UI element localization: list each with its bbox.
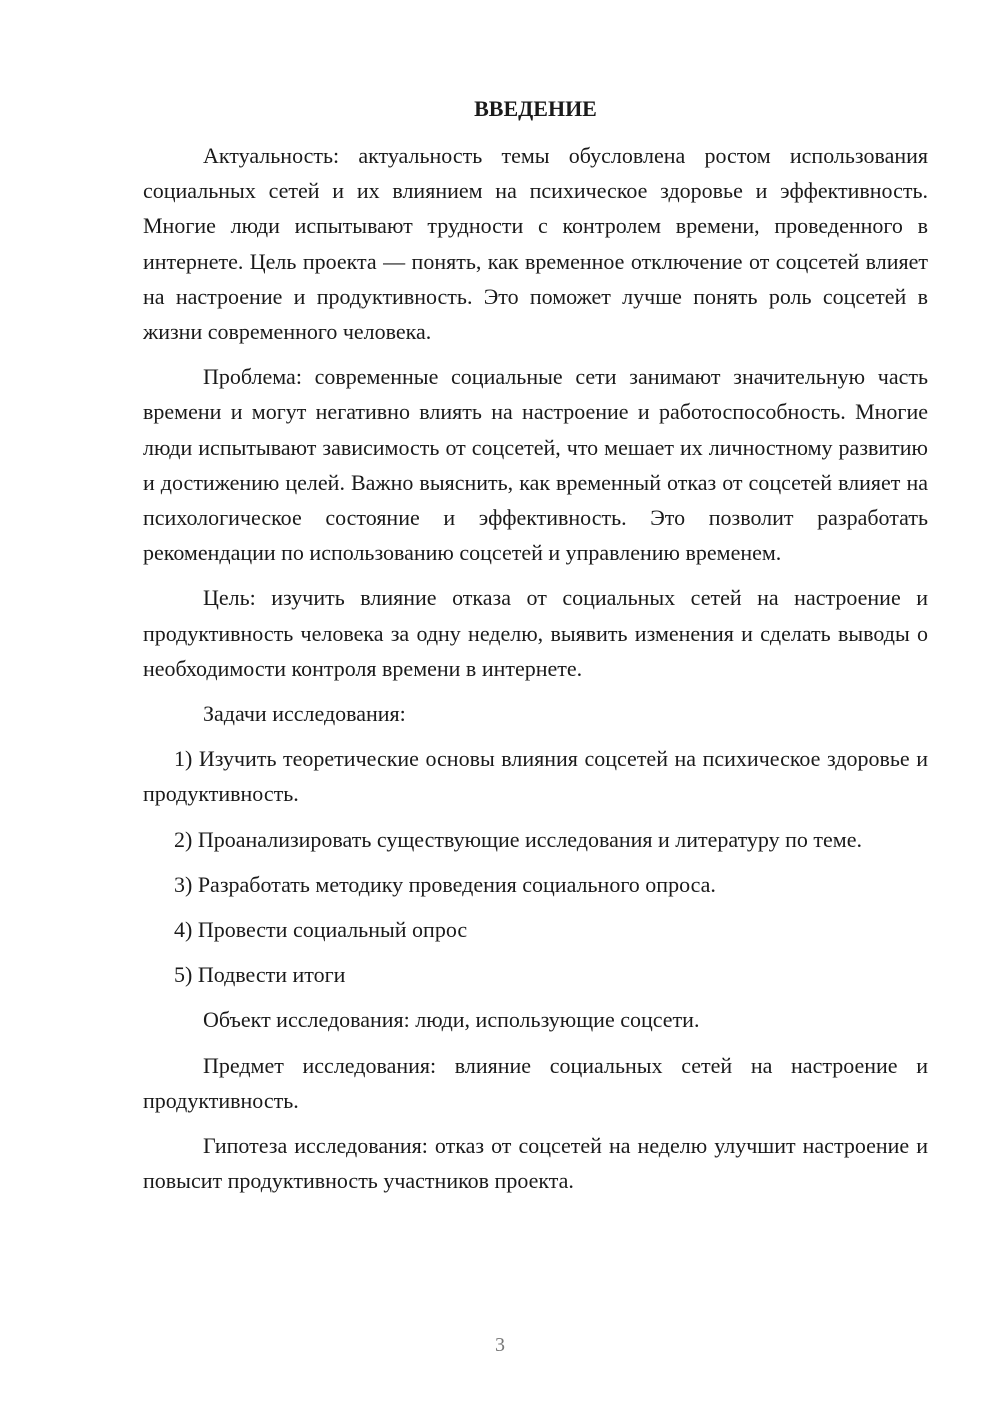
goal-paragraph: Цель: изучить влияние отказа от социальных сетей на настроение и продуктивность человека за одну неделю, выявить изменения и сделать выводы о необходимости контроля времени в интернете. <box>143 585 928 681</box>
document-page <box>143 94 928 1208</box>
task-item-1: 1) Изучить теоретические основы влияния соцсетей на психическое здоровье и продуктивность. <box>143 746 928 807</box>
hypothesis-paragraph: Гипотеза исследования: отказ от соцсетей на неделю улучшит настроение и повысит продуктивность участников проекта. <box>143 1133 928 1194</box>
relevance-paragraph: Актуальность: актуальность темы обусловлена ростом использования социальных сетей и их влиянием на психическое здоровье и эффективность. Многие люди испытывают трудности с контролем времени, проведенного в интернете. Цель проекта — понять, как временное отключение от соцсетей влияет на настроение и продуктивность. Это поможет лучше понять роль соцсетей в жизни современного человека. <box>143 143 928 345</box>
task-item-3: 3) Разработать методику проведения социального опроса. <box>174 871 716 897</box>
task-item-5: 5) Подвести итоги <box>174 962 346 988</box>
object-paragraph: Объект исследования: люди, использующие соцсети. <box>203 1007 700 1033</box>
section-heading: ВВЕДЕНИЕ <box>474 96 597 121</box>
task-item-2: 2) Проанализировать существующие исследования и литературу по теме. <box>174 826 862 852</box>
page-number: 3 <box>495 1334 505 1356</box>
tasks-title: Задачи исследования: <box>203 701 406 727</box>
subject-paragraph: Предмет исследования: влияние социальных сетей на настроение и продуктивность. <box>143 1052 928 1113</box>
problem-paragraph: Проблема: современные социальные сети занимают значительную часть времени и могут негативно влиять на настроение и работоспособность. Многие люди испытывают зависимость от соцсетей, что мешает их личностному развитию и достижению целей. Важно выяснить, как временный отказ от соцсетей влияет на психологическое состояние и эффективность. Это позволит разработать рекомендации по использованию соцсетей и управлению временем. <box>143 364 928 566</box>
task-item-4: 4) Провести социальный опрос <box>174 917 468 943</box>
